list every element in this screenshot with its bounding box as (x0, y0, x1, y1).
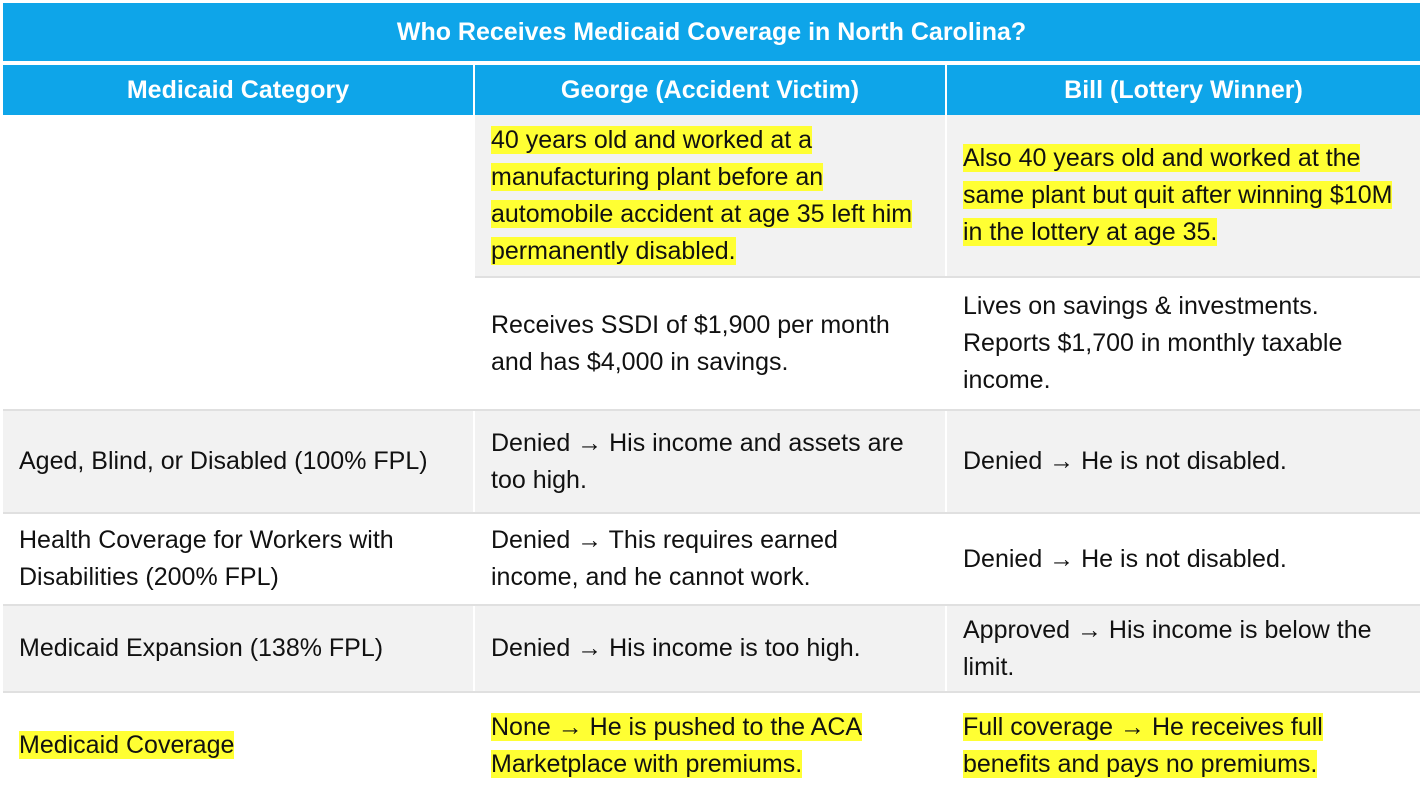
hcwd-bill: Denied → He is not disabled. (963, 544, 1287, 573)
header-row (3, 65, 1420, 115)
summary-category-cell (3, 693, 473, 798)
george-bio: 40 years old and worked at a manufacturing plant before an automobile accident at age 35 left him permanently disabled. (491, 125, 913, 265)
header-bill: Bill (Lottery Winner) (947, 65, 1420, 115)
abd-george-cell (475, 411, 945, 512)
expansion-bill-cell (947, 606, 1420, 691)
summary-bill-cell (947, 693, 1420, 798)
summary-bill: Full coverage → He receives full benefits and pays no premiums. (963, 712, 1323, 778)
george-bio-cell (475, 115, 945, 276)
summary-george-cell (475, 693, 945, 798)
bill-bio: Also 40 years old and worked at the same plant but quit after winning $10M in the lottery at age 35. (963, 144, 1393, 246)
header-category: Medicaid Category (3, 65, 473, 115)
table-title: Who Receives Medicaid Coverage in North Carolina? (3, 3, 1420, 61)
expansion-category-cell (3, 606, 473, 691)
abd-category: Aged, Blind, or Disabled (100% FPL) (19, 447, 428, 475)
abd-category-cell (3, 411, 473, 512)
expansion-bill: Approved → His income is below the limit. (963, 615, 1372, 681)
hcwd-george: Denied → This requires earned income, and he cannot work. (491, 526, 838, 591)
hcwd-bill-cell (947, 514, 1420, 604)
finances-category-cell (3, 278, 473, 409)
abd-bill-cell (947, 411, 1420, 512)
bio-category-cell (3, 115, 473, 276)
george-finances: Receives SSDI of $1,900 per month and has $4,000 in savings. (491, 310, 890, 376)
table-row-summary (3, 693, 1420, 798)
bill-bio-cell (947, 115, 1420, 276)
summary-category: Medicaid Coverage (19, 731, 235, 759)
hcwd-category: Health Coverage for Workers with Disabilities (200% FPL) (19, 526, 394, 591)
abd-bill: Denied → He is not disabled. (963, 447, 1287, 475)
bill-finances-cell (947, 278, 1420, 409)
table-row-finances (3, 278, 1420, 409)
expansion-george-cell (475, 606, 945, 691)
hcwd-category-cell (3, 514, 473, 604)
table-row-bio (3, 115, 1420, 276)
table-row-expansion (3, 606, 1420, 691)
header-george: George (Accident Victim) (475, 65, 945, 115)
table-row-hcwd (3, 514, 1420, 604)
medicaid-comparison-table (3, 3, 1420, 798)
abd-george: Denied → His income and assets are too high. (491, 428, 904, 494)
expansion-george: Denied → His income is too high. (491, 634, 861, 662)
summary-george: None → He is pushed to the ACA Marketplace with premiums. (491, 712, 863, 778)
expansion-category: Medicaid Expansion (138% FPL) (19, 634, 384, 662)
bill-finances: Lives on savings & investments. Reports $1,700 in monthly taxable income. (963, 292, 1343, 394)
george-finances-cell (475, 278, 945, 409)
table-row-abd (3, 411, 1420, 512)
hcwd-george-cell (475, 514, 945, 604)
